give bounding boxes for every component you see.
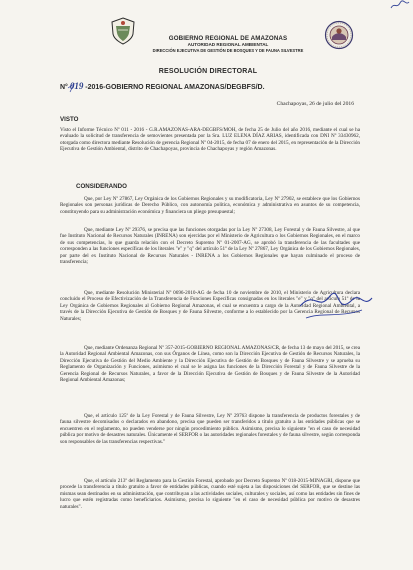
considerando-paragraph [60,478,360,510]
handwritten-resolution-number: 019 [69,81,84,91]
authority-name: AUTORIDAD REGIONAL AMBIENTAL [187,42,269,47]
considerando-paragraph [60,413,360,445]
considerando-paragraph [60,196,360,215]
place-and-date: Chachapoyas, 26 de julio del 2016 [276,101,354,107]
institution-block [138,35,318,54]
considerando-text-4: Que, mediante Ordenanza Regional Nº 357-2015-GOBIERNO REGIONAL AMAZONAS/CR, de fecha 13 de mayo del 2015, se crea la Autoridad Regional Ambiental Amazonas, con sus Órganos de Línea, como son la Dirección Ejecutiva de Gestión de Recursos Naturales, la Dirección Ejecutiva de Gestión del Medio Ambiente y la Dirección Ejecutiva de Gestión de Bosques y de Fauna Silvestre y se aprueba su Reglamento de Organización y Funciones, asimismo el cual se le asigna las funciones de la Dirección Forestal y de Fauna Silvestre de la Gerencia Regional de Recursos Naturales, a favor de la Dirección Ejecutiva de Gestión de Bosques y de Fauna Silvestre de la Autoridad Regional Ambiental Amazonas; [60,345,360,384]
considerando-heading: CONSIDERANDO [76,183,127,190]
considerando-text-3: Que, mediante Resolución Ministerial Nº 0696-2010-AG de fecha 10 de noviembre de 2010, el Ministerio de Agricultura declara concluido el Proceso de Efectivización de la Transferencia de Funciones Específicas consignadas en los literales "e" y "q" del artículo 51º de la Ley Orgánica de Gobiernos Regionales al Gobierno Regional Amazonas, el cual se encuentra a cargo de la Autoridad Regional Ambiental, a través de la Dirección Ejecutiva de Gestión de Bosques y de Fauna Silvestre, conforme a lo establecido por la Gerencia Regional de Recursos Naturales; [60,290,360,322]
document-header [0,8,413,68]
considerando-paragraph [60,345,360,383]
visto-heading: VISTO [60,116,79,123]
directorate-name: DIRECCIÓN EJECUTIVA DE GESTIÓN DE BOSQUES Y DE FAUNA SILVESTRE [152,48,304,53]
resolution-number-line [60,81,350,91]
government-name: GOBIERNO REGIONAL DE AMAZONAS [168,35,288,42]
considerando-text-5: Que, el artículo 125º de la Ley Forestal y de Fauna Silvestre, Ley Nº 29763 dispone la transferencia de productos forestales y de fauna silvestre decomisados o declarados en abandono, precisa que pueden ser transferidos a título gratuito a las entidades públicas que se encuentren en el reglamento, no pueden venderse por ningún procedimiento público. Asimismo, precisa lo siguiente "en el caso de necesidad pública por motivo de desastres naturales. Únicamente el SERFOR o las autoridades regionales forestales y de fauna silvestre, según corresponda son responsables de las transferencias respectivas." [60,413,360,445]
considerando-paragraph [60,290,360,322]
considerando-text-6: Que, el artículo 213º del Reglamento para la Gestión Forestal, aprobado por Decreto Supremo Nº 018-2015-MINAGRI, dispone que procede la transferencia a título gratuito a favor de entidades públicas, cuando esté sujeta a las disposiciones del SERFOR, que se destine las mismas sean destinados en su administración, que contribuyan a las actividades sociales, culturales y sociales, así como las entidades sin fines de lucro que estén registradas como beneficiarios. Asimismo, precisa lo siguiente "en el caso de necesidad pública por motivo de desastres naturales". [60,478,360,510]
visto-text: Visto el Informe Técnico Nº 011 - 2016 - G.R.AMAZONAS-ARA-DEGBFS/MOH, de fecha 25 de Julio del año 2016, mediante el cual se ha evaluado la solicitud de transferencia de semovientes presentada por la Sra. LUZ ELENA DÍAZ ARIAS, identificada con DNI Nº 33430962, otorgada como directora mediante Resolución de gerencia Regional Nº 04-2015, de fecha 07 de enero del 2015, en representación de la Dirección Ejecutiva de Gestión Ambiental, distrito de Chachapoyas, provincia de Chachapoyas y región Amazonas. [60,127,360,153]
number-prefix: N° [60,84,68,91]
considerando-text-2: Que, mediante Ley Nº 29376, se precisa que las funciones otorgadas por la Ley Nº 27308, Ley Forestal y de Fauna Silvestre, al que fue Instituto Nacional de Recursos Naturales (INRENA) son ejercidas por el Ministerio de Agricultura o los Gobiernos Regionales, en el marco de sus competencias, lo que guarda relación con el Decreto Supremo Nº 01-2007-AG, se aprobó la transferencia de las facultades que corresponden a las funciones específicas de los literales "e" y "q" del artículo 51º de la Ley Nº 27867, Ley Orgánica de los Gobiernos Regionales, por parte del ex Instituto Nacional de Recursos Naturales - INRENA a los Gobiernos Regionales que hayan culminado el proceso de transferencia; [60,227,360,266]
considerando-paragraph [60,227,360,265]
number-suffix: -2016-GOBIERNO REGIONAL AMAZONAS/DEGBFS/D. [85,84,265,91]
resolution-title: RESOLUCIÓN DIRECTORAL [158,68,258,75]
considerando-text-1: Que, por Ley Nº 27867, Ley Orgánica de los Gobiernos Regionales y su modificatoria, Ley Nº 27902, se establece que los Gobiernos Regionales son personas jurídicas de Derecho Público, con autonomía política, económica y administrativa en asuntos de su competencia, constituyendo para su administración económica y financiera un pliego presupuestal; [60,196,360,215]
regional-government-logo-icon [110,17,136,45]
authority-seal-icon [324,20,354,50]
visto-paragraph [60,127,360,153]
